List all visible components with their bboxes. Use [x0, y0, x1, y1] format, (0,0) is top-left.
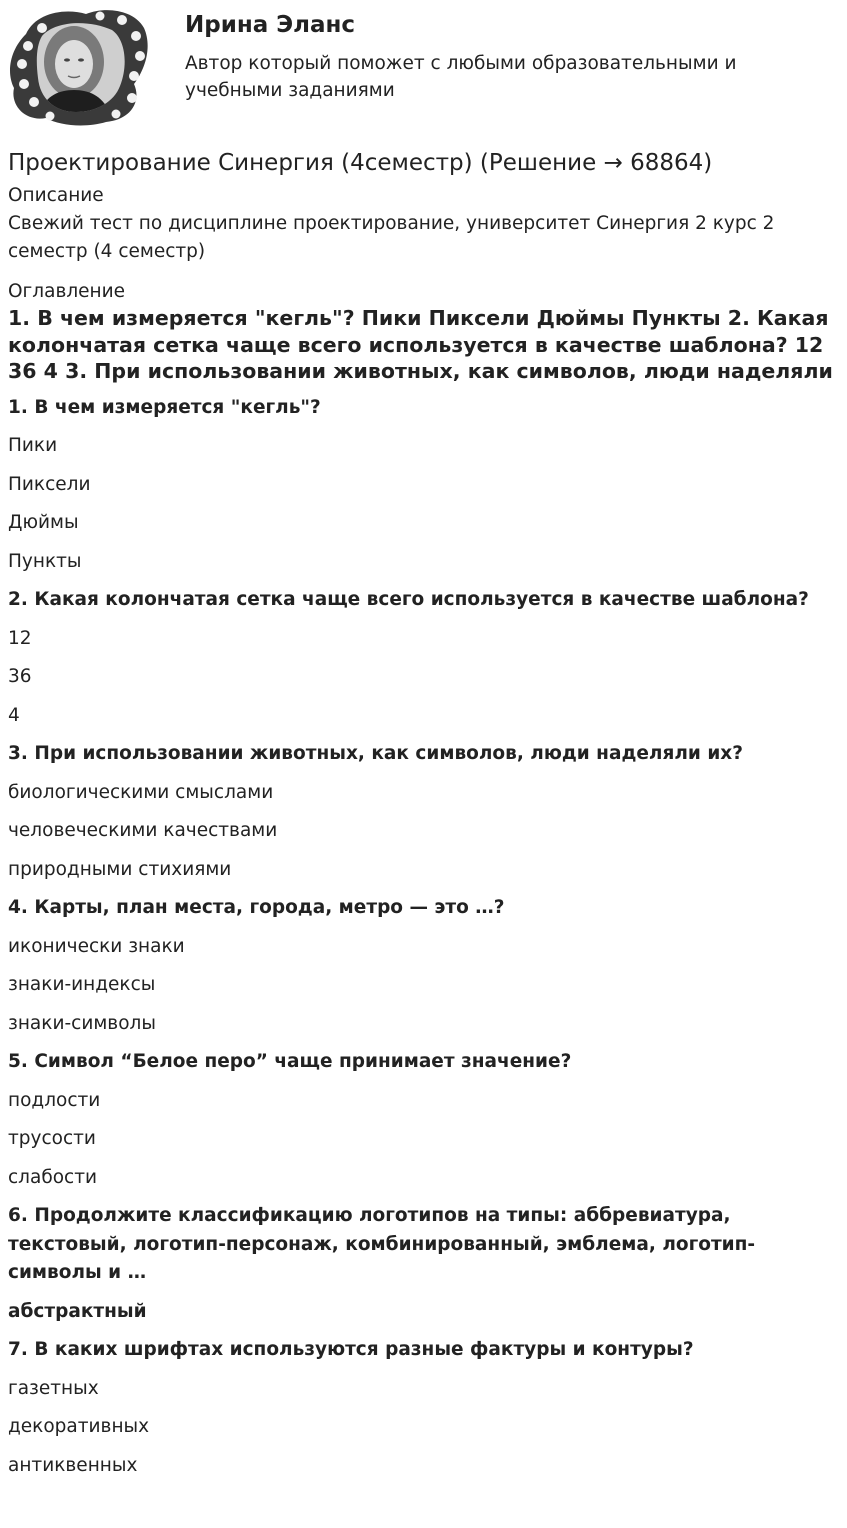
author-description: Автор который поможет с любыми образовательными и учебными заданиями: [185, 53, 737, 101]
answer-option: Пики: [8, 435, 58, 456]
question-text: 6. Продолжите классификацию логотипов на типы: аббревиатура, текстовый, логотип-персонаж, комбинированный, эмблема, логотип-символы и …: [8, 1205, 756, 1283]
answer-option: 4: [8, 704, 20, 726]
answer-option: иконически знаки: [8, 935, 185, 957]
question-list: [8, 394, 840, 1481]
question-block-6: [8, 1202, 840, 1326]
document-description: Свежий тест по дисциплине проектирование, университет Синергия 2 курс 2 семестр (4 семестр): [8, 213, 775, 262]
answer-option: антиквенных: [8, 1454, 138, 1476]
answer-option: знаки-индексы: [8, 974, 156, 995]
answer-option: подлости: [8, 1089, 101, 1111]
answer-option: человеческими качествами: [8, 820, 278, 841]
answer-option: газетных: [8, 1377, 99, 1399]
question-block-4: [8, 894, 840, 1038]
answer-option: декоративных: [8, 1416, 150, 1437]
answer-option: природными стихиями: [8, 858, 232, 880]
question-block-7: [8, 1336, 840, 1480]
author-name[interactable]: Ирина Эланс: [185, 12, 356, 38]
answer-option: 12: [8, 627, 32, 649]
question-text: 5. Символ “Белое перо” чаще принимает значение?: [8, 1051, 572, 1072]
answer-option: Пункты: [8, 550, 82, 572]
question-block-3: [8, 740, 840, 884]
author-avatar[interactable]: [6, 6, 152, 128]
question-text: 1. В чем измеряется "кегль"?: [8, 396, 321, 418]
document-title: Проектирование Синергия (4семестр) (Решение → 68864): [8, 150, 713, 176]
answer-option: Пиксели: [8, 473, 91, 495]
answer-option: абстрактный: [8, 1300, 147, 1322]
question-text: 4. Карты, план места, города, метро — это …?: [8, 897, 505, 918]
description-label: Описание: [8, 185, 104, 206]
answer-option: слабости: [8, 1166, 98, 1188]
question-block-1: [8, 394, 840, 577]
question-text: 7. В каких шрифтах используются разные фактуры и контуры?: [8, 1339, 694, 1360]
question-block-5: [8, 1048, 840, 1192]
answer-option: биологическими смыслами: [8, 781, 274, 803]
answer-option: 36: [8, 666, 32, 687]
author-header: [0, 0, 847, 130]
answer-option: трусости: [8, 1128, 96, 1149]
question-text: 2. Какая колончатая сетка чаще всего используется в качестве шаблона?: [8, 589, 809, 610]
answer-option: Дюймы: [8, 512, 79, 533]
document-content: [8, 146, 840, 1490]
toc-label: Оглавление: [8, 281, 126, 302]
question-block-2: [8, 586, 840, 730]
question-text: 3. При использовании животных, как символов, люди наделяли их?: [8, 743, 743, 764]
toc-text: 1. В чем измеряется "кегль"? Пики Пиксели Дюймы Пункты 2. Какая колончатая сетка чаще всего используется в качестве шаблона? 12 36 4 3. При использовании животных, как символов, люди наделяли: [8, 306, 833, 383]
answer-option: знаки-символы: [8, 1012, 156, 1034]
